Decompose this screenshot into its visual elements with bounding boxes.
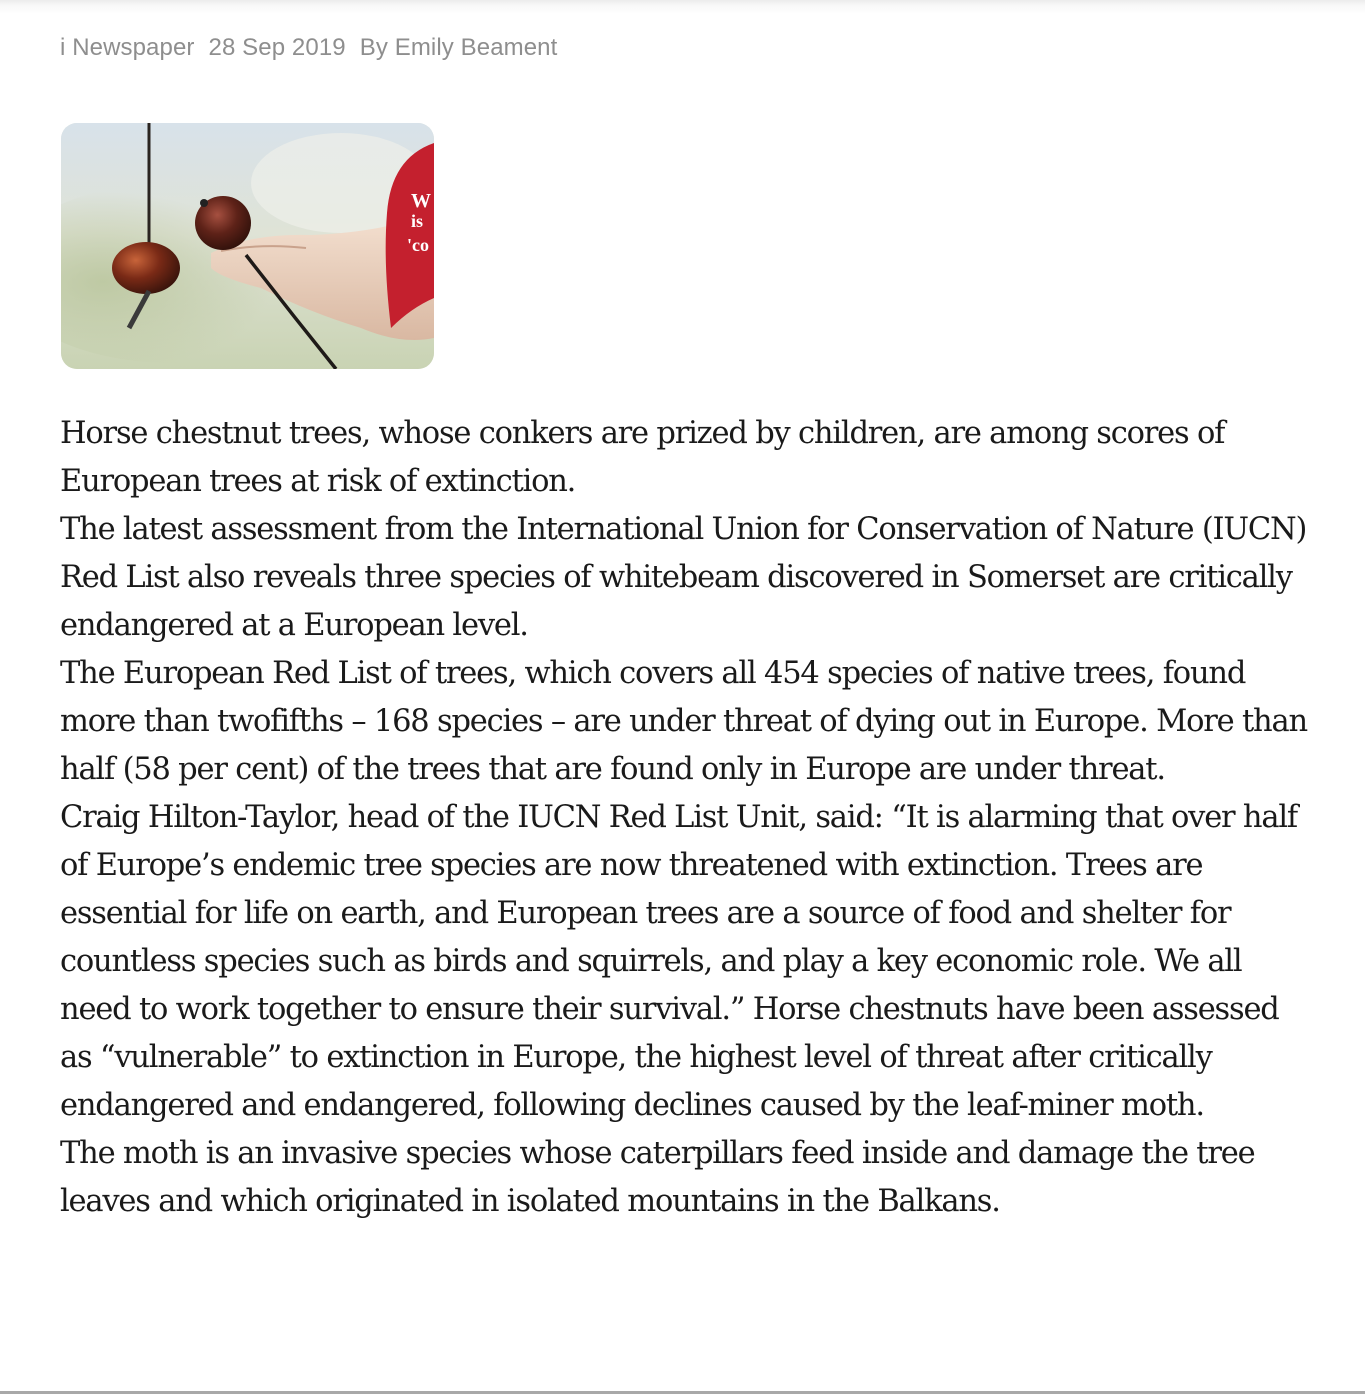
article-meta	[60, 34, 571, 62]
badge-text-2: is	[411, 211, 424, 231]
conker-left	[112, 242, 180, 294]
byline: By Emily Beament	[359, 34, 558, 61]
article-paragraph: Horse chestnut trees, whose conkers are prized by children, are among scores of European trees at risk of extinction.	[60, 416, 1225, 499]
publish-date: 28 Sep 2019	[208, 34, 346, 61]
article-paragraph: The European Red List of trees, which covers all 454 species of native trees, found more than twofifths – 168 species – are under threat of dying out in Europe. More than half (58 per cent) of the trees that are found only in Europe are under threat.	[60, 656, 1307, 787]
article-body	[60, 410, 1310, 1226]
hero-image	[61, 123, 434, 369]
badge-text-1: W	[411, 190, 431, 212]
top-shadow	[0, 0, 1365, 14]
article-paragraph: The latest assessment from the International Union for Conservation of Nature (IUCN) Red List also reveals three species of whitebeam discovered in Somerset are critically endangered at a European level.	[60, 512, 1307, 643]
badge-text-3: 'co	[407, 235, 429, 255]
article-paragraph: The moth is an invasive species whose caterpillars feed inside and damage the tree leaves and which originated in isolated mountains in the Balkans.	[60, 1136, 1255, 1219]
publication-name: i Newspaper	[60, 34, 195, 61]
article-paragraph: Craig Hilton-Taylor, head of the IUCN Red List Unit, said: “It is alarming that over half of Europe’s endemic tree species are now threatened with extinction. Trees are essential for life on earth, and European trees are a source of food and shelter for countless species such as birds and squirrels, and play a key economic role. We all need to work together to ensure their survival.” Horse chestnuts have been assessed as “vulnerable” to extinction in Europe, the highest level of threat after critically endangered and endangered, following declines caused by the leaf-miner moth.	[60, 800, 1297, 1123]
conkers-photo	[61, 123, 434, 369]
